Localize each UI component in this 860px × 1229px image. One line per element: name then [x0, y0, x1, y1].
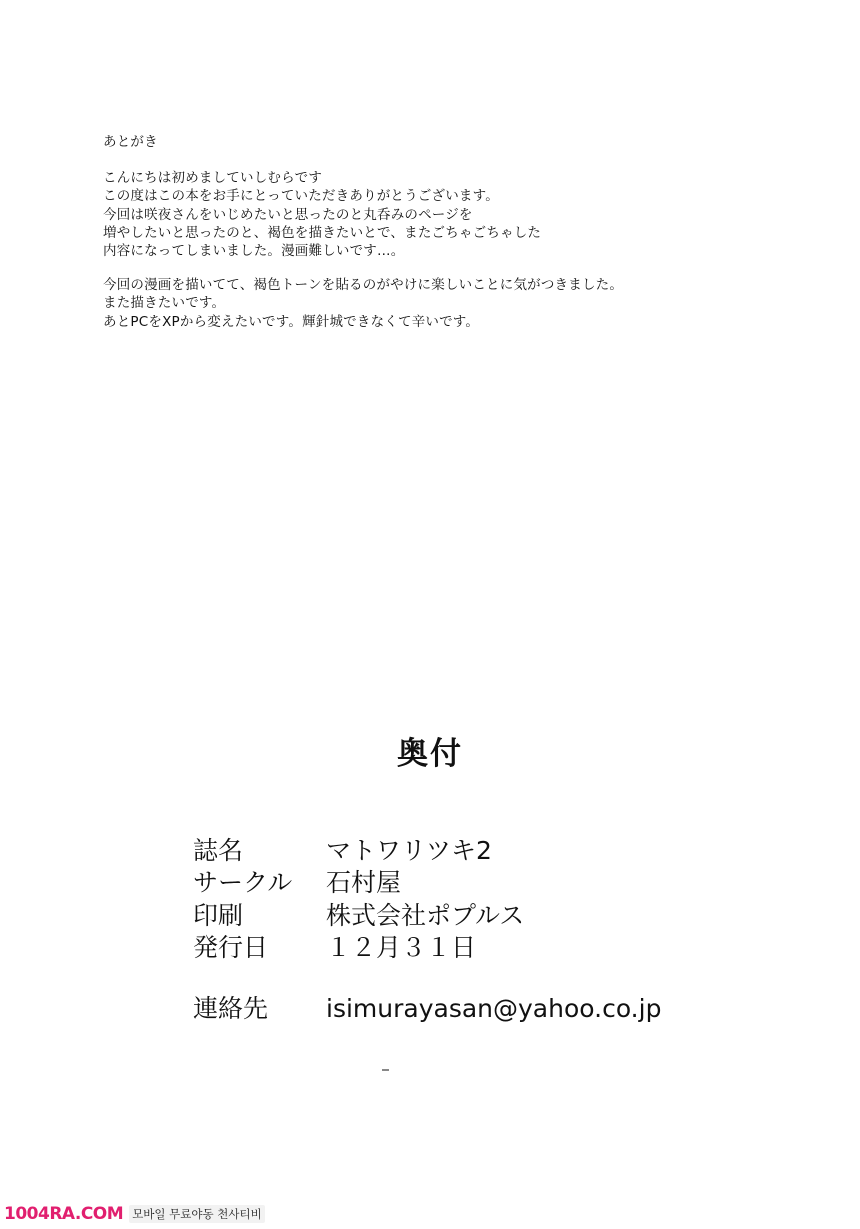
- contact-email: isimurayasan@yahoo.co.jp: [326, 994, 662, 1023]
- colophon-value: マトワリツキ2: [326, 836, 492, 865]
- colophon-label: 発行日: [193, 933, 269, 962]
- afterword-line: 内容になってしまいました。漫画難しいです…。: [103, 243, 405, 260]
- colophon-label: 印刷: [193, 901, 244, 930]
- afterword-section: [103, 133, 803, 331]
- afterword-line: こんにちは初めましていしむらです: [103, 170, 323, 187]
- scan-mark: [382, 1069, 389, 1071]
- colophon-label: サークル: [193, 868, 293, 897]
- afterword-line: 今回は咲夜さんをいじめたいと思ったのと丸呑みのページを: [103, 206, 473, 223]
- colophon-value: １２月３１日: [326, 933, 477, 962]
- afterword-line: あとPCをXPから変えたいです。輝針城できなくて辛いです。: [103, 313, 480, 330]
- afterword-line: また描きたいです。: [103, 295, 226, 312]
- colophon-label: 連絡先: [193, 994, 269, 1023]
- afterword-line: この度はこの本をお手にとっていただきありがとうございます。: [103, 188, 499, 205]
- watermark-tagline: 모바일 무료야동 천사티비: [129, 1205, 265, 1223]
- colophon-value: 石村屋: [326, 868, 402, 897]
- watermark: [0, 1203, 269, 1225]
- colophon-label: 誌名: [193, 836, 244, 865]
- watermark-logo: 1004RA.COM: [4, 1204, 124, 1224]
- afterword-heading: あとがき: [103, 134, 158, 150]
- afterword-line: 今回の漫画を描いてて、褐色トーンを貼るのがやけに楽しいことに気がつきました。: [103, 277, 624, 294]
- colophon-value: 株式会社ポプルス: [326, 901, 525, 930]
- afterword-line: 増やしたいと思ったのと、褐色を描きたいとで、またごちゃごちゃした: [103, 224, 542, 241]
- colophon-title: 奥付: [397, 736, 463, 772]
